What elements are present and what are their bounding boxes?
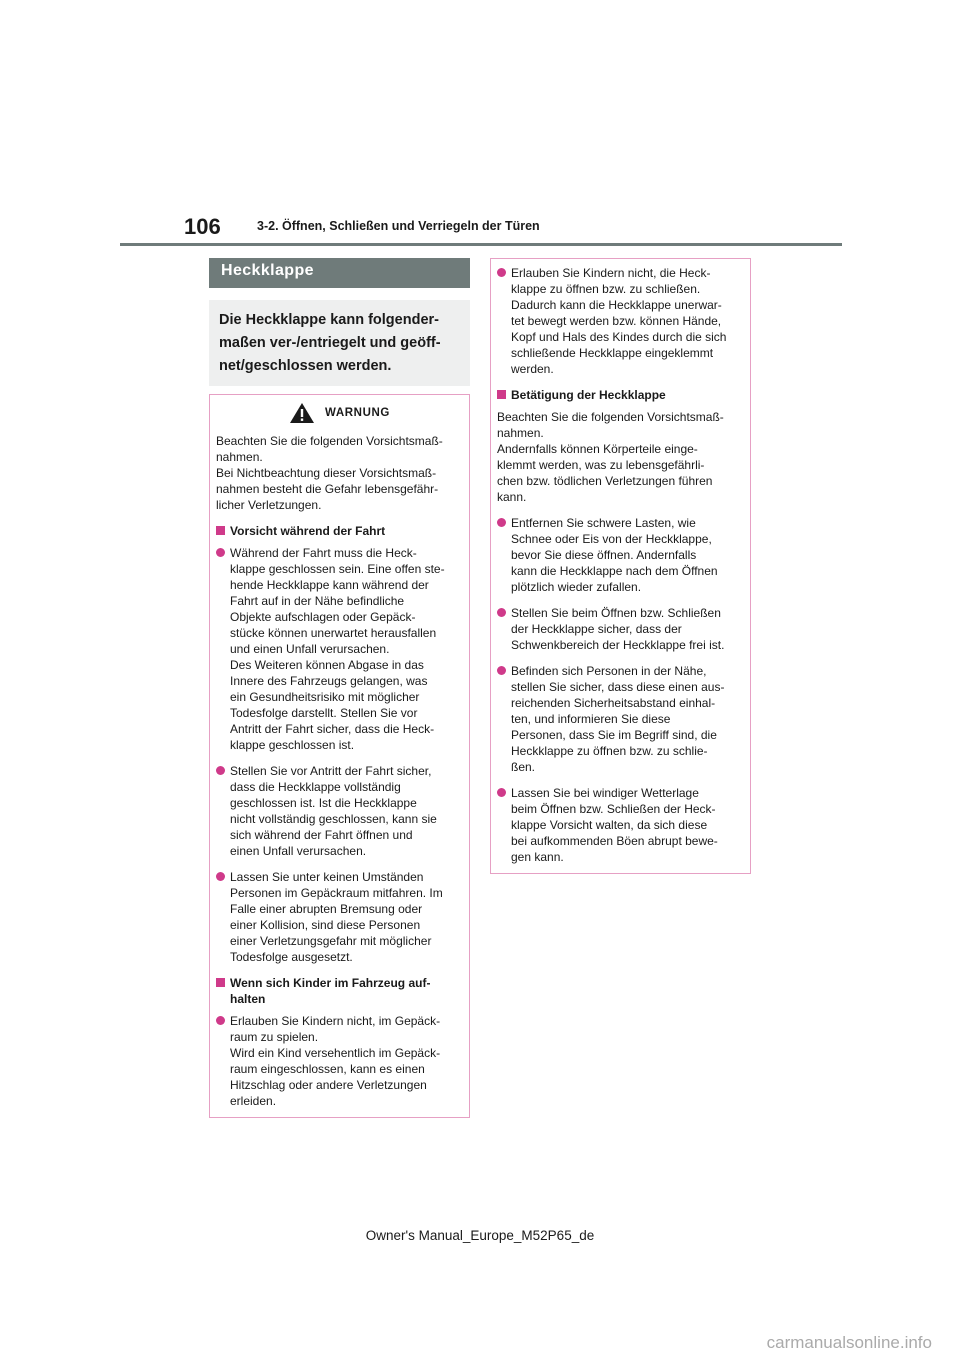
circle-bullet-icon xyxy=(497,268,506,277)
circle-bullet-icon xyxy=(216,766,225,775)
list-item: Lassen Sie bei windiger Wetterlage beim Öffnen bzw. Schließen der Heck- klappe Vorsicht walten, da sich diese bei aufkommenden Böen abrupt bewe- gen kann. xyxy=(497,785,744,865)
list-item: Lassen Sie unter keinen Umständen Personen im Gepäckraum mitfahren. Im Falle einer abrupten Bremsung oder einer Kollision, sind diese Personen einer Verletzungsgefahr mit möglicher Todesfolge ausgesetzt. xyxy=(216,869,463,965)
right-column xyxy=(490,258,751,874)
warning-intro: Beachten Sie die folgenden Vorsichtsmaß- nahmen. Bei Nichtbeachtung dieser Vorsichtsmaß- nahmen besteht die Gefahr lebensgefähr- licher Verletzungen. xyxy=(216,434,443,512)
watermark: carmanualsonline.info xyxy=(766,1333,932,1352)
circle-bullet-icon xyxy=(216,548,225,557)
section-intro: Die Heckklappe kann folgender- maßen ver-/entriegelt und geöff- net/geschlossen werden. xyxy=(209,300,470,386)
list-item: Erlauben Sie Kindern nicht, im Gepäck- raum zu spielen. Wird ein Kind versehentlich im Gepäck- raum eingeschlossen, kann es einen Hitzschlag oder andere Verletzungen erleiden. xyxy=(216,1013,463,1109)
warning-box-continued xyxy=(490,258,751,874)
list-item: Befinden sich Personen in der Nähe, stellen Sie sicher, dass diese einen aus- reichenden Sicherheitsabstand einhal- ten, und informieren Sie diese Personen, dass Sie im Begriff sind, die Heckklappe zu öffnen bzw. zu schlie- ßen. xyxy=(497,663,744,775)
chapter-title: 3-2. Öffnen, Schließen und Verriegeln der Türen xyxy=(257,219,540,233)
circle-bullet-icon xyxy=(497,518,506,527)
circle-bullet-icon xyxy=(497,666,506,675)
subsection-heading-operation: Betätigung der Heckklappe xyxy=(497,387,744,403)
list-item: Stellen Sie beim Öffnen bzw. Schließen der Heckklappe sicher, dass der Schwenkbereich der Heckklappe frei ist. xyxy=(497,605,744,653)
header-rule xyxy=(120,243,842,246)
subsection-heading-children: Wenn sich Kinder im Fahrzeug auf- halten xyxy=(216,975,463,1007)
warning-box xyxy=(209,394,470,1118)
square-bullet-icon xyxy=(216,526,225,535)
circle-bullet-icon xyxy=(216,1016,225,1025)
subsection-heading-driving: Vorsicht während der Fahrt xyxy=(216,523,463,539)
page-number: 106 xyxy=(184,214,221,239)
list-item: Während der Fahrt muss die Heck- klappe geschlossen sein. Eine offen ste- hende Heckklappe kann während der Fahrt auf in der Nähe befindliche Objekte aufschlagen oder Gepäck- stücke können unerwartet herausfallen und einen Unfall verursachen. Des Weiteren können Abgase in das Innere des Fahrzeugs gelangen, was ein Gesundheitsrisiko mit möglicher Todesfolge darstellt. Stellen Sie vor Antritt der Fahrt sicher, dass die Heck- klappe geschlossen ist. xyxy=(216,545,463,753)
list-item: Stellen Sie vor Antritt der Fahrt sicher, dass die Heckklappe vollständig geschlossen ist. Ist die Heckklappe nicht vollständig geschlossen, kann sie sich während der Fahrt öffnen und einen Unfall verursachen. xyxy=(216,763,463,859)
section-title: Heckklappe xyxy=(209,258,470,288)
circle-bullet-icon xyxy=(497,608,506,617)
circle-bullet-icon xyxy=(497,788,506,797)
circle-bullet-icon xyxy=(216,872,225,881)
left-column xyxy=(209,258,470,1118)
warning-title: WARNUNG xyxy=(325,407,390,419)
warning-triangle-icon xyxy=(289,402,315,424)
warning-header xyxy=(216,399,463,427)
square-bullet-icon xyxy=(216,978,225,987)
subsection-intro: Beachten Sie die folgenden Vorsichtsmaß- nahmen. Andernfalls können Körperteile einge- klemmt werden, was zu lebensgefährli- chen bzw. tödlichen Verletzungen führen kann. xyxy=(497,410,724,504)
footer-text: Owner's Manual_Europe_M52P65_de xyxy=(365,1228,595,1243)
list-item: Entfernen Sie schwere Lasten, wie Schnee oder Eis von der Heckklappe, bevor Sie diese öffnen. Andernfalls kann die Heckklappe nach dem Öffnen plötzlich wieder zufallen. xyxy=(497,515,744,595)
square-bullet-icon xyxy=(497,390,506,399)
list-item: Erlauben Sie Kindern nicht, die Heck- klappe zu öffnen bzw. zu schließen. Dadurch kann die Heckklappe unerwar- tet bewegt werden bzw. können Hände, Kopf und Hals des Kindes durch die sich schließende Heckklappe eingeklemmt werden. xyxy=(497,265,744,377)
